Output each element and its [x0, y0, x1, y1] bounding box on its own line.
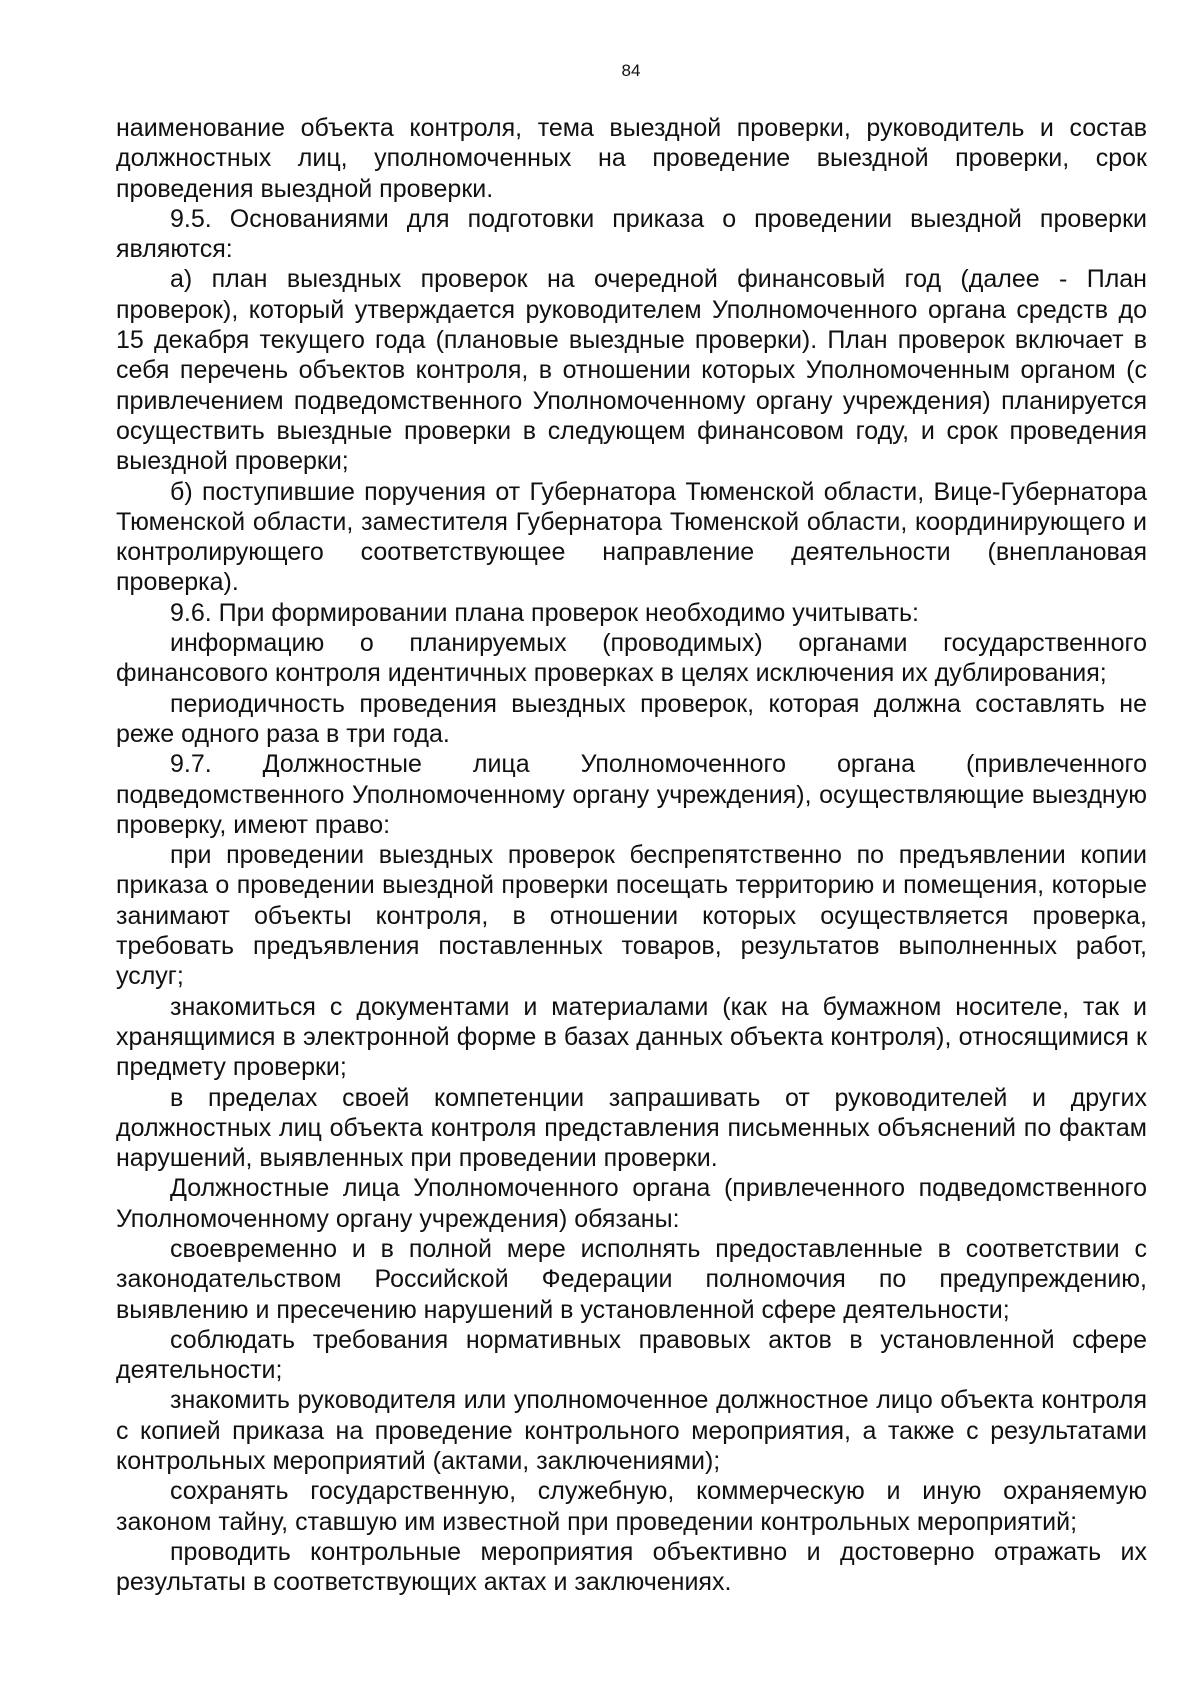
- paragraph-9-7-right-3: в пределах своей компетенции запрашивать от руководителей и других должностных лиц объекта контроля представления письменных объяснений по фактам нарушений, выявленных при проведении проверки.: [116, 1083, 1147, 1173]
- paragraph-9-6-item-2: периодичность проведения выездных проверок, которая должна составлять не реже одного раза в три года.: [116, 689, 1147, 748]
- paragraph-9-7-right-1: при проведении выездных проверок беспрепятственно по предъявлении копии приказа о проведении выездной проверки посещать территорию и помещения, которые занимают объекты контроля, в отношении которых осуществляется проверка, требовать предъявления поставленных товаров, результатов выполненных работ, услуг;: [116, 841, 1147, 991]
- paragraph-duties-intro: Должностные лица Уполномоченного органа (привлеченного подведомственного Уполномоченному органу учреждения) обязаны:: [116, 1174, 1147, 1233]
- document-body: [116, 113, 1147, 1598]
- paragraph-9-6: 9.6. При формировании плана проверок необходимо учитывать:: [170, 598, 919, 627]
- paragraph-duty-5: проводить контрольные мероприятия объективно и достоверно отражать их результаты в соответствующих актах и заключениях.: [116, 1537, 1147, 1597]
- paragraph-duty-2: соблюдать требования нормативных правовых актов в установленной сфере деятельности;: [116, 1325, 1147, 1385]
- paragraph-9-7-right-2: знакомиться с документами и материалами (как на бумажном носителе, так и хранящимися в электронной форме в базах данных объекта контроля), относящимися к предмету проверки;: [116, 992, 1147, 1082]
- paragraph-duty-3: знакомить руководителя или уполномоченное должностное лицо объекта контроля с копией приказа на проведение контрольного мероприятия, а также с результатами контрольных мероприятий (актами, заключениями);: [116, 1386, 1147, 1476]
- paragraph-duty-4: сохранять государственную, служебную, коммерческую и иную охраняемую законом тайну, ставшую им известной при проведении контрольных мероприятий;: [116, 1477, 1147, 1536]
- paragraph-9-5-b: б) поступившие поручения от Губернатора Тюменской области, Вице-Губернатора Тюменской области, заместителя Губернатора Тюменской области, координирующего и контролирующего соответствующее направление деятельности (внеплановая проверка).: [116, 477, 1147, 597]
- paragraph-9-7: 9.7. Должностные лица Уполномоченного органа (привлеченного подведомственного Уполномоченному органу учреждения), осуществляющие выездную проверку, имеют право:: [116, 750, 1147, 839]
- page-number: 84: [621, 61, 641, 80]
- paragraph-9-5-a: а) план выездных проверок на очередной финансовый год (далее - План проверок), который утверждается руководителем Уполномоченного органа средств до 15 декабря текущего года (плановые выездные проверки). План проверок включает в себя перечень объектов контроля, в отношении которых Уполномоченным органом (с привлечением подведомственного Уполномоченному органу учреждения) планируется осуществить выездные проверки в следующем финансовом году, и срок проведения выездной проверки;: [116, 265, 1147, 476]
- paragraph-9-6-item-1: информацию о планируемых (проводимых) органами государственного финансового контроля идентичных проверках в целях исключения их дублирования;: [116, 629, 1147, 688]
- paragraph-9-5: 9.5. Основаниями для подготовки приказа о проведении выездной проверки являются:: [116, 204, 1147, 264]
- paragraph-duty-1: своевременно и в полной мере исполнять предоставленные в соответствии с законодательством Российской Федерации полномочия по предупреждению, выявлению и пресечению нарушений в установленной сфере деятельности;: [116, 1234, 1147, 1324]
- paragraph-continuation: наименование объекта контроля, тема выездной проверки, руководитель и состав должностных лиц, уполномоченных на проведение выездной проверки, срок проведения выездной проверки.: [116, 114, 1147, 203]
